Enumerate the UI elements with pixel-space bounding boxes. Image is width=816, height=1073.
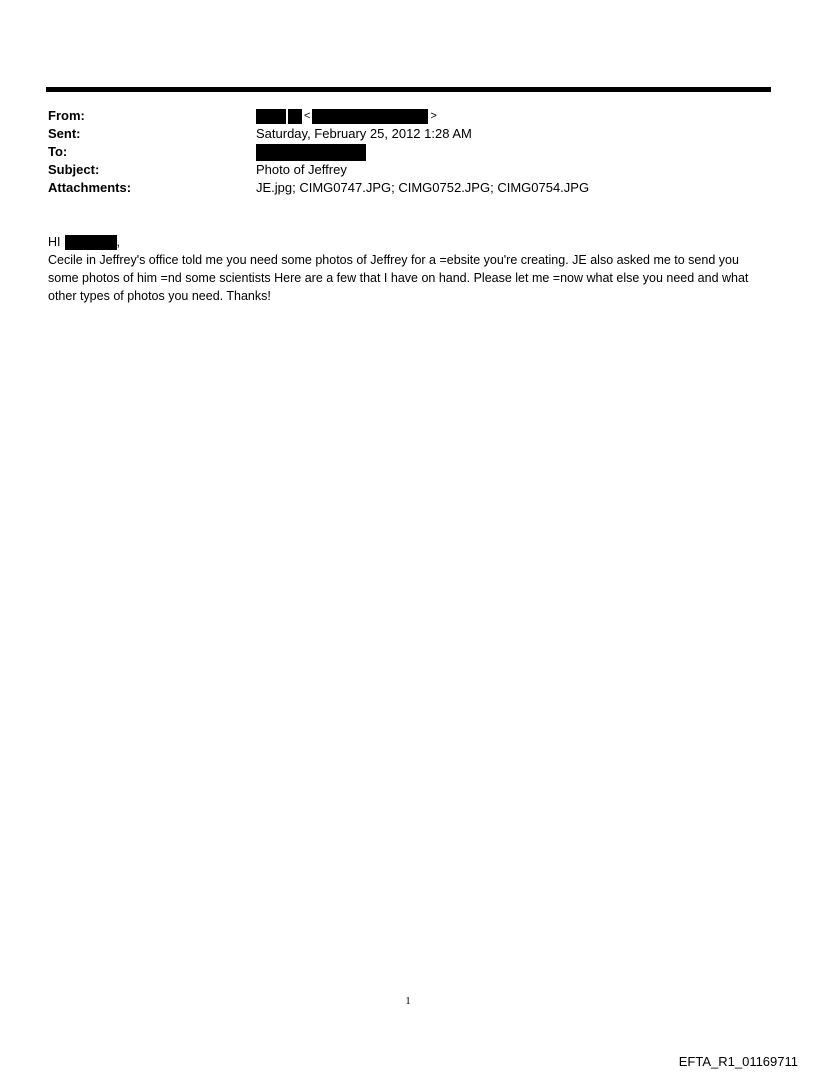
to-value — [256, 144, 366, 161]
attachments-label: Attachments: — [48, 180, 132, 195]
to-label: To: — [48, 144, 68, 159]
greeting-line — [48, 233, 772, 251]
header-divider-rule — [46, 87, 771, 92]
sent-value: Saturday, February 25, 2012 1:28 AM — [256, 126, 472, 141]
attachments-value: JE.jpg; CIMG0747.JPG; CIMG0752.JPG; CIMG0754.JPG — [256, 180, 590, 195]
subject-value: Photo of Jeffrey — [256, 162, 347, 177]
from-open-bracket: < — [304, 110, 311, 122]
redaction-box — [288, 109, 302, 124]
redaction-box — [65, 235, 117, 250]
subject-label: Subject: — [48, 162, 100, 177]
email-header — [48, 107, 768, 197]
redaction-box — [312, 109, 428, 124]
redaction-box — [256, 144, 366, 161]
email-body — [48, 233, 772, 305]
attachments-row — [48, 179, 768, 197]
greeting-prefix: HI — [48, 235, 61, 249]
sent-row — [48, 125, 768, 143]
subject-row — [48, 161, 768, 179]
from-close-bracket: > — [430, 110, 437, 122]
bates-number: EFTA_R1_01169711 — [678, 1054, 798, 1069]
redaction-box — [256, 109, 286, 124]
from-value — [256, 107, 439, 125]
greeting-suffix: , — [116, 235, 120, 249]
sent-label: Sent: — [48, 126, 81, 141]
from-row — [48, 107, 768, 125]
page-number: 1 — [405, 995, 411, 1007]
from-label: From: — [48, 108, 85, 123]
body-paragraph: Cecile in Jeffrey's office told me you need some photos of Jeffrey for a =ebsite you're creating. JE also asked me to send you some photos of him =nd some scientists Here are a few that I have on hand. Please let me =now what else you need and what other types of photos you need. Thanks! — [48, 253, 749, 303]
to-row — [48, 143, 768, 161]
